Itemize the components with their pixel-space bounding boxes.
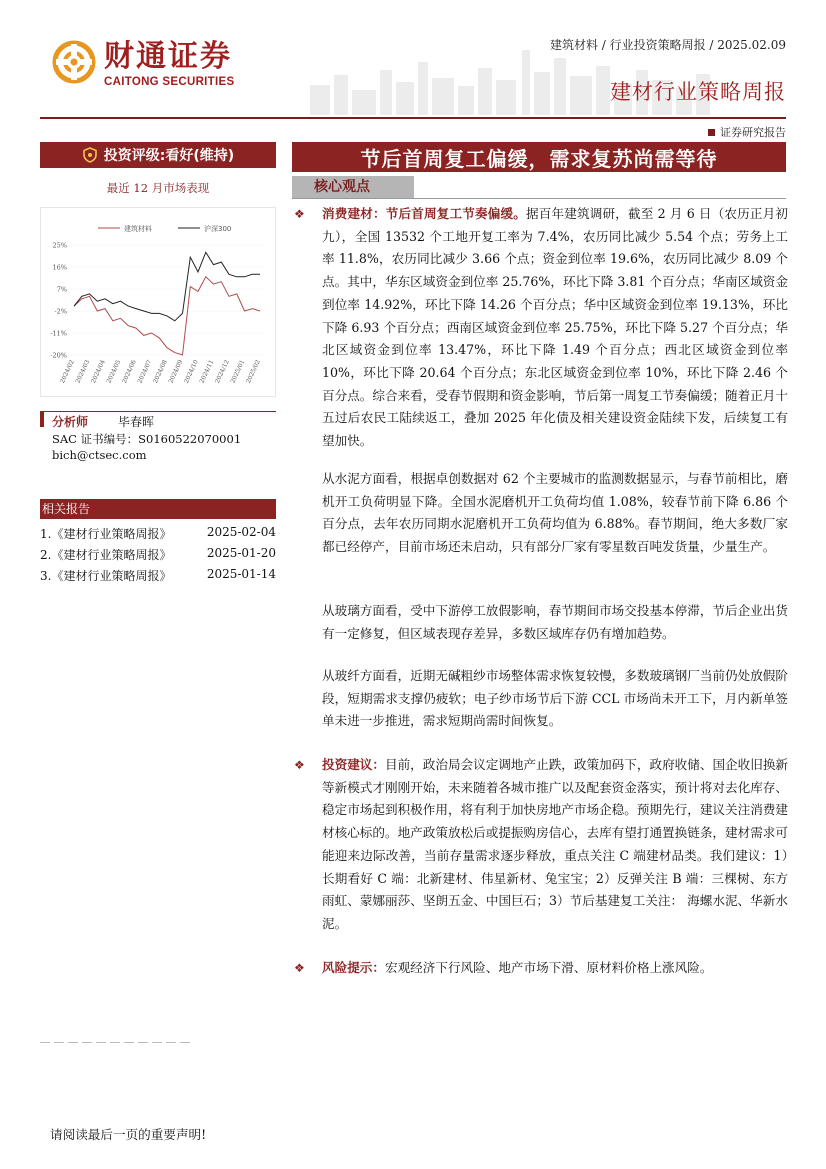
- paragraph-glass: 从玻璃方面看，受中下游停工放假影响，春节期间市场交投基本停滞，节后企业出货有一定修复，但区域表现存差异，多数区域库存仍有增加趋势。: [322, 603, 788, 641]
- x-tick-label: 2024/10: [182, 358, 200, 385]
- diamond-bullet-icon: ❖: [294, 961, 305, 975]
- analyst-name: 毕春晖: [118, 415, 155, 429]
- y-tick-label: -11%: [50, 329, 67, 338]
- market-performance-label: 最近 12 月市场表现: [106, 181, 210, 195]
- analyst-divider: [40, 411, 276, 412]
- page-bottom-rule: [40, 1042, 190, 1043]
- related-report-title: 1.《建材行业策略周报》: [40, 527, 172, 541]
- related-report-item[interactable]: [40, 567, 276, 584]
- core-viewpoint-rule: [292, 198, 786, 199]
- analyst-email: bich@ctsec.com: [52, 448, 147, 462]
- related-report-item[interactable]: [40, 525, 276, 542]
- related-report-date: 2025-01-20: [206, 546, 276, 560]
- x-tick-label: 2024/07: [136, 358, 154, 385]
- market-performance-chart: [40, 207, 276, 397]
- report-type-label: 证券研究报告: [708, 124, 786, 140]
- related-report-item[interactable]: [40, 546, 276, 563]
- analyst-role-label: 分析师: [52, 415, 89, 429]
- legend-label: 建筑材料: [124, 225, 152, 233]
- report-series-title: 建材行业策略周报: [610, 80, 786, 104]
- paragraph-lead: 风险提示：: [322, 960, 385, 975]
- y-tick-label: 7%: [56, 285, 67, 294]
- x-tick-label: 2024/09: [167, 358, 185, 385]
- report-headline: 节后首周复工偏缓，需求复苏尚需等待: [292, 142, 786, 172]
- related-report-title: 2.《建材行业策略周报》: [40, 548, 172, 562]
- x-tick-label: 2025/02: [244, 358, 262, 385]
- paragraph-body: 宏观经济下行风险、地产市场下滑、原材料价格上涨风险。: [384, 960, 713, 975]
- x-tick-label: 2024/08: [151, 358, 169, 385]
- disclaimer-footer: 请阅读最后一页的重要声明!: [50, 1127, 207, 1142]
- x-tick-label: 2024/02: [58, 358, 76, 385]
- legend-label: 沪深300: [204, 225, 232, 233]
- analyst-accent-bar: [40, 411, 44, 427]
- y-tick-label: 25%: [52, 241, 67, 250]
- y-tick-label: -20%: [50, 351, 67, 360]
- paragraph-lead: 消费建材：节后首周复工节奏偏缓。: [322, 206, 526, 221]
- x-tick-label: 2024/04: [89, 358, 107, 385]
- paragraph-risk: [322, 957, 788, 980]
- caitong-logo-icon: [52, 40, 96, 84]
- related-report-date: 2025-02-04: [206, 525, 276, 539]
- x-tick-label: 2024/03: [74, 358, 92, 385]
- y-tick-label: 16%: [52, 263, 67, 272]
- paragraph-investment-advice: [322, 754, 788, 936]
- paragraph-body: 据百年建筑调研，截至 2 月 6 日（农历正月初九），全国 13532 个工地开复工率为 7.4%，农历同比减少 5.54 个点；劳务上工率 11.8%，农历同比减少 3.66 个点；资金到位率 19.6%，农历同比减少 8.09 个点。其中，华东区域资金到位率 25.76%，环比下降 3.81 个百分点；华南区域资金到位率 14.92%，环比下降 14.26 个百分点；华中区域资金到位率 19.13%，环比下降 6.93 个百分点；西南区域资金到位率 25.75%，环比下降 5.27 个百分点；华北区域资金到位率 13.47%，环比下降 1.49 个百分点；西北区域资金到位率 10%，环比下降 20.64 个百分点；东北区域资金到位率 10%，环比下降 2.46 个百分点。综合来看，受春节假期和资金影响，节后第一周复工节奏偏缓；随着正月十五过后农民工陆续返工，叠加 2025 年化债及相关建设资金陆续下发，后续复工有望加快。: [322, 206, 788, 449]
- x-tick-label: 2024/11: [198, 358, 216, 385]
- y-tick-label: -2%: [54, 307, 67, 316]
- core-viewpoint-tag: 核心观点: [292, 176, 414, 198]
- related-reports-header: [40, 499, 276, 519]
- x-tick-label: 2024/05: [105, 358, 123, 385]
- paragraph-cement: 从水泥方面看，根据卓创数据对 62 个主要城市的监测数据显示，与春节前相比，磨机开工负荷明显下降。全国水泥磨机开工负荷均值 1.08%，较春节前下降 6.86 个百分点，去年农历同期水泥磨机开工负荷均值为 6.88%。春节期间，绝大多数厂家都已经停产，目前市场还未启动，只有部分厂家有零星数百吨发货量，少量生产。: [322, 471, 788, 555]
- related-report-title: 3.《建材行业策略周报》: [40, 569, 172, 583]
- x-tick-label: 2025/01: [229, 358, 247, 385]
- report-meta-line: 建筑材料 / 行业投资策略周报 / 2025.02.09: [549, 38, 786, 52]
- paragraph-lead: 投资建议：: [322, 757, 385, 772]
- header-rule: [40, 117, 786, 119]
- diamond-bullet-icon: ❖: [294, 207, 305, 221]
- related-reports-title: 相关报告: [42, 502, 91, 516]
- related-report-date: 2025-01-14: [206, 567, 276, 581]
- paragraph-fiberglass: 从玻纤方面看，近期无碱粗纱市场整体需求恢复较慢，多数玻璃钢厂当前仍处放假阶段，短期需求支撑仍疲软；电子纱市场节后下游 CCL 市场尚未开工下，月内新单签单未进一步推进，需求短期尚需时间恢复。: [322, 668, 788, 729]
- logo-text-en: CAITONG SECURITIES: [104, 76, 235, 88]
- investment-rating-text: 投资评级:看好(维持): [103, 148, 235, 164]
- shield-icon: [82, 147, 98, 163]
- logo-text-cn: 财通证券: [104, 39, 232, 74]
- investment-rating-box: [40, 142, 276, 168]
- analyst-sac-number: SAC 证书编号：S0160522070001: [52, 432, 242, 446]
- diamond-bullet-icon: ❖: [294, 758, 305, 772]
- paragraph-body: 目前，政治局会议定调地产止跌，政策加码下，政府收储、国企收旧换新等新模式才刚刚开始，未来随着各城市推广以及配套资金落实，预计将对去化库存、稳定市场起到积极作用，将有利于加快房地产市场企稳。预期先行，建议关注消费建材核心标的。地产政策放松后或提振购房信心，去库有望打通置换链条，建材需求可能迎来边际改善，当前存量需求逐步释放，重点关注 C 端建材品类。我们建议：1）长期看好 C 端：北新建材、伟星新材、兔宝宝；2）反弹关注 B 端：三棵树、东方雨虹、蒙娜丽莎、坚朗五金、中国巨石；3）节后基建复工关注： 海螺水泥、华新水泥。: [322, 757, 789, 931]
- x-tick-label: 2024/12: [213, 358, 231, 385]
- x-tick-label: 2024/06: [120, 358, 138, 385]
- paragraph-consumer-materials: [322, 203, 788, 453]
